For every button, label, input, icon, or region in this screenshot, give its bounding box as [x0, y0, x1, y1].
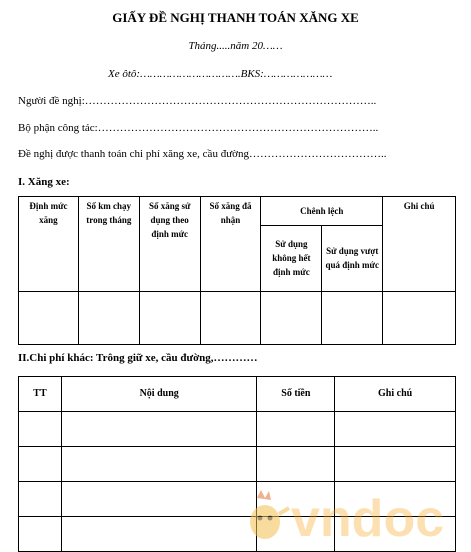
vndoc-watermark [239, 486, 465, 544]
header-fuel-received: Số xăng đã nhận [200, 197, 261, 292]
header-fuel-by-norm: Số xăng sử dụng theo định mức [139, 197, 200, 292]
watermark-text: vndoc [291, 490, 445, 544]
header-over-norm: Sử dụng vượt quá định mức [322, 226, 383, 291]
mascot-icon [250, 490, 289, 539]
section1-heading: I. Xăng xe: [18, 176, 70, 188]
table-row [19, 412, 456, 447]
header-km: Số km chạy trong tháng [78, 197, 139, 292]
request-line: Đề nghị được thanh toán chi phí xăng xe, cầu đường……………………………….. [18, 148, 387, 160]
header-fuel-norm: Định mức xăng [19, 197, 79, 292]
requester-line: Người đề nghị:…………………………………………………………………….. [18, 95, 377, 107]
vehicle-line: Xe ôtô:………………………….BKS:………………… [108, 68, 333, 80]
header-notes-2: Ghi chú [335, 377, 456, 412]
header-content: Nội dung [61, 377, 257, 412]
month-line: Tháng.....năm 20…… [188, 40, 283, 52]
header-difference: Chênh lệch [261, 197, 383, 226]
department-line: Bộ phận công tác:………………………………………………………………….. [18, 122, 379, 134]
table-row [19, 447, 456, 482]
header-notes: Ghi chú [383, 197, 456, 292]
header-under-norm: Sử dụng không hết định mức [261, 226, 322, 291]
fuel-table [18, 196, 456, 345]
table-row [19, 291, 456, 344]
header-amount: Số tiền [257, 377, 335, 412]
header-tt: TT [19, 377, 62, 412]
section2-heading: II.Chi phí khác: Trông giữ xe, cầu đường,………… [18, 352, 258, 364]
document-title: GIẤY ĐỀ NGHỊ THANH TOÁN XĂNG XE [112, 10, 359, 25]
